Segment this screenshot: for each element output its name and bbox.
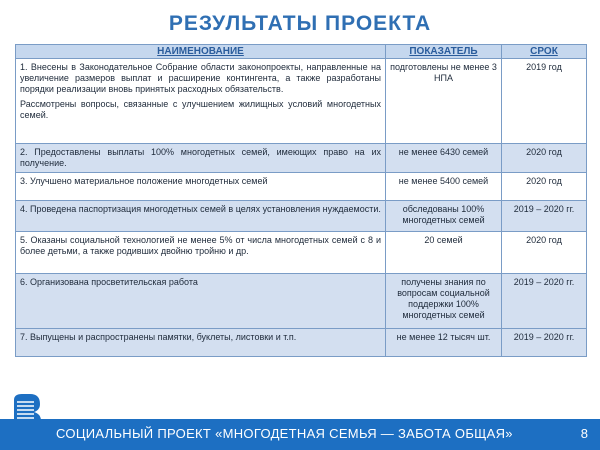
row-name-cell <box>16 232 386 274</box>
row-name-cell <box>16 274 386 329</box>
row-name-text: 4. Проведена паспортизация многодетных семей в целях установления нуждаемости. <box>20 204 381 214</box>
table-row <box>16 274 587 329</box>
results-table <box>15 44 587 357</box>
row-name-text: 7. Выпущены и распространены памятки, буклеты, листовки и т.п. <box>20 332 297 342</box>
row-term-cell: 2020 год <box>502 232 587 274</box>
row-term-cell: 2019 – 2020 гг. <box>502 329 587 357</box>
table-header-row <box>16 45 587 59</box>
row-term-cell: 2019 – 2020 гг. <box>502 201 587 232</box>
row-name-text: 3. Улучшено материальное положение многодетных семей <box>20 176 268 186</box>
table-row <box>16 201 587 232</box>
column-header-name: НАИМЕНОВАНИЕ <box>16 45 386 59</box>
row-indicator-cell: не менее 12 тысяч шт. <box>386 329 502 357</box>
slide-title: РЕЗУЛЬТАТЫ ПРОЕКТА <box>168 12 432 35</box>
row-name-text: 1. Внесены в Законодательное Собрание области законопроекты, направленные на увеличение размеров выплат и расширение контингента, а также разработаны порядки реализации вновь принятых расходных обязательств. <box>20 62 381 94</box>
row-name-cell <box>16 329 386 357</box>
column-header-term: СРОК <box>502 45 587 59</box>
row-name-extra-text: Рассмотрены вопросы, связанные с улучшением жилищных условий многодетных семей. <box>20 99 381 120</box>
row-term-cell: 2019 год <box>502 59 587 144</box>
row-name-cell <box>16 201 386 232</box>
row-name-text: 2. Предоставлены выплаты 100% многодетных семей, имеющих право на их получение. <box>20 147 381 168</box>
row-name-text: 5. Оказаны социальной технологией не менее 5% от числа многодетных семей с 8 и более детьми, а также родивших двойню тройню и др. <box>20 235 381 256</box>
footer-project-title: СОЦИАЛЬНЫЙ ПРОЕКТ «МНОГОДЕТНАЯ СЕМЬЯ — ЗАБОТА ОБЩАЯ» <box>56 426 513 441</box>
row-term-cell: 2020 год <box>502 173 587 201</box>
page-number: 8 <box>580 426 588 441</box>
row-indicator-cell: получены знания по вопросам социальной поддержки 100% многодетных семей <box>386 274 502 329</box>
row-name-text: 6. Организована просветительская работа <box>20 277 198 287</box>
column-header-indicator: ПОКАЗАТЕЛЬ <box>386 45 502 59</box>
table-row <box>16 232 587 274</box>
row-name-cell <box>16 59 386 144</box>
row-indicator-cell: обследованы 100% многодетных семей <box>386 201 502 232</box>
table-row <box>16 59 587 144</box>
row-name-cell <box>16 144 386 173</box>
table-row <box>16 144 587 173</box>
row-name-cell <box>16 173 386 201</box>
row-indicator-cell: 20 семей <box>386 232 502 274</box>
footer-bar <box>0 419 600 450</box>
row-term-cell: 2019 – 2020 гг. <box>502 274 587 329</box>
table-row <box>16 329 587 357</box>
row-indicator-cell: не менее 6430 семей <box>386 144 502 173</box>
table-row <box>16 173 587 201</box>
row-indicator-cell: не менее 5400 семей <box>386 173 502 201</box>
row-term-cell: 2020 год <box>502 144 587 173</box>
row-indicator-cell: подготовлены не менее 3 НПА <box>386 59 502 144</box>
